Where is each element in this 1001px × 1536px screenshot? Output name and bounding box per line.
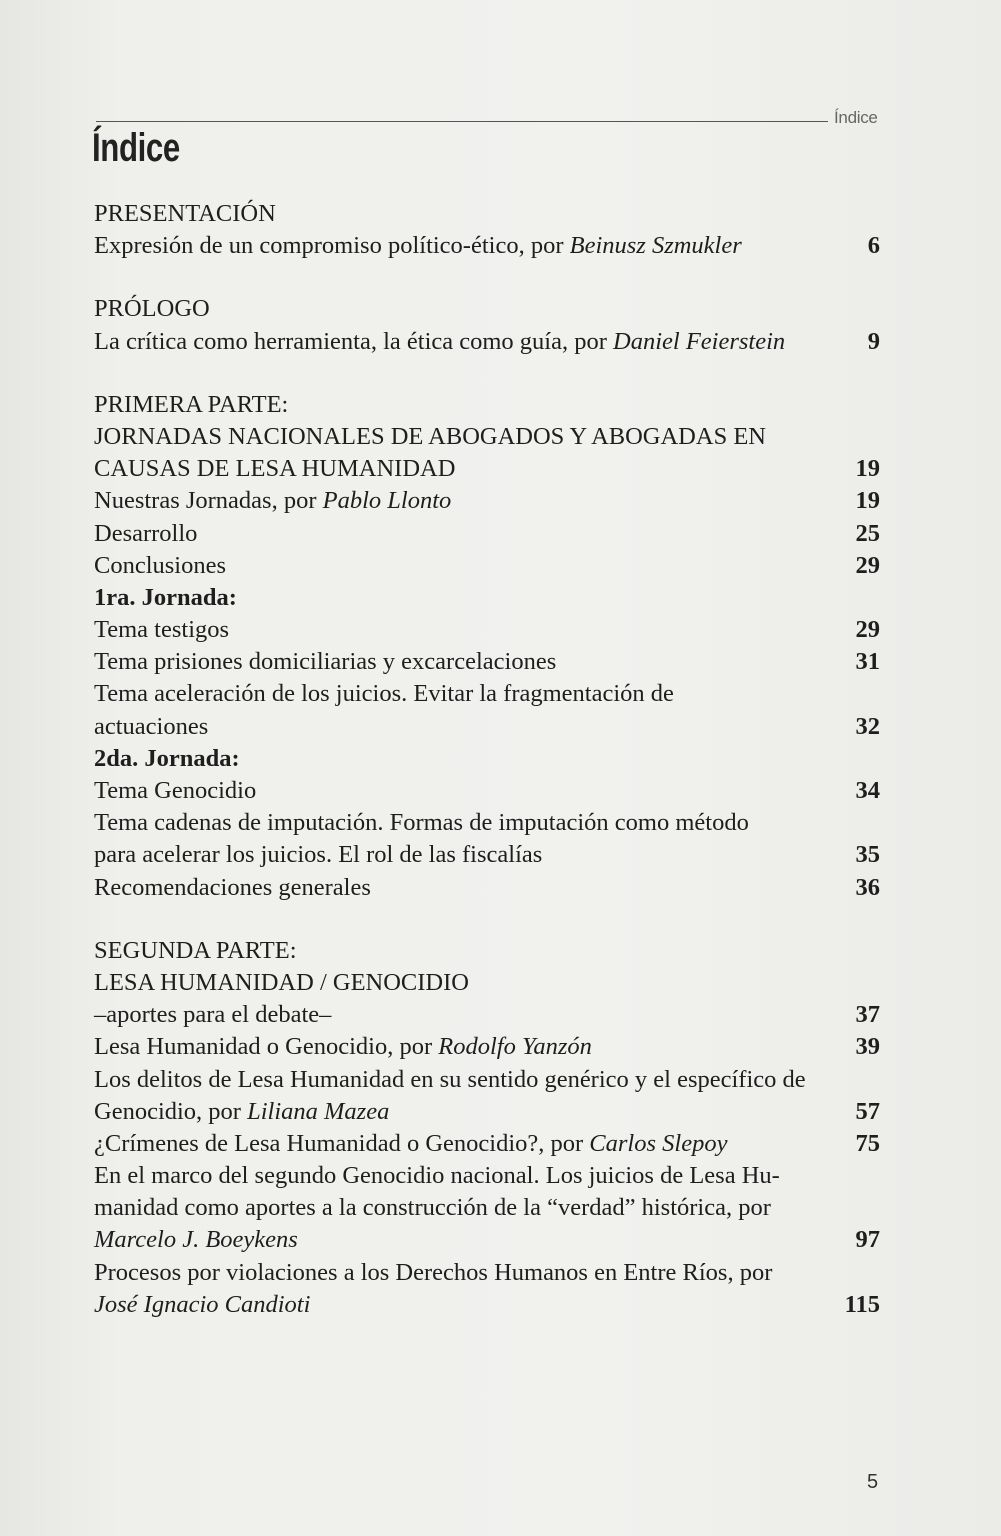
- toc-entry: Los delitos de Lesa Humanidad en su sentido genérico y el específico de: [94, 1065, 806, 1093]
- toc-entry: Tema cadenas de imputación. Formas de imputación como método: [94, 809, 749, 837]
- toc-subheading: 1ra. Jornada:: [94, 583, 237, 611]
- page-title: Índice: [92, 126, 180, 170]
- toc-entry: José Ignacio Candioti 115: [94, 1290, 880, 1318]
- toc-entry: actuaciones 32: [94, 712, 880, 740]
- toc-entry: Tema testigos 29: [94, 616, 880, 644]
- toc-part-title: LESA HUMANIDAD / GENOCIDIO: [94, 968, 469, 996]
- toc-entry: La crítica como herramienta, la ética como guía, por Daniel Feierstein 9: [94, 327, 880, 355]
- running-header: Índice: [834, 108, 878, 127]
- toc-entry: Procesos por violaciones a los Derechos Humanos en Entre Ríos, por: [94, 1258, 773, 1286]
- toc-entry: Lesa Humanidad o Genocidio, por Rodolfo Yanzón 39: [94, 1033, 880, 1061]
- toc-entry: Nuestras Jornadas, por Pablo Llonto 19: [94, 487, 880, 515]
- toc-entry: Tema prisiones domiciliarias y excarcelaciones 31: [94, 648, 880, 676]
- toc-entry: Marcelo J. Boeykens 97: [94, 1226, 880, 1254]
- toc-entry: manidad como aportes a la construcción de la “verdad” histórica, por: [94, 1194, 771, 1222]
- toc-part-title: CAUSAS DE LESA HUMANIDAD 19: [94, 455, 880, 483]
- toc-part-heading: SEGUNDA PARTE:: [94, 936, 297, 964]
- header-rule: [96, 121, 828, 122]
- toc-entry: Expresión de un compromiso político-ético, por Beinusz Szmukler 6: [94, 232, 880, 260]
- toc-subheading: 2da. Jornada:: [94, 744, 240, 772]
- toc-entry: Recomendaciones generales 36: [94, 873, 880, 901]
- toc-entry: ¿Crímenes de Lesa Humanidad o Genocidio?, por Carlos Slepoy 75: [94, 1129, 880, 1157]
- toc-entry: Desarrollo 25: [94, 519, 880, 547]
- toc-part-heading: PRIMERA PARTE:: [94, 390, 289, 418]
- toc-entry: Genocidio, por Liliana Mazea 57: [94, 1097, 880, 1125]
- toc-entry: Conclusiones 29: [94, 551, 880, 579]
- table-of-contents: [94, 198, 880, 1321]
- toc-entry: En el marco del segundo Genocidio nacional. Los juicios de Lesa Hu-: [94, 1162, 780, 1190]
- toc-entry: para acelerar los juicios. El rol de las fiscalías 35: [94, 841, 880, 869]
- toc-entry: –aportes para el debate– 37: [94, 1001, 880, 1029]
- toc-section-heading: PRÓLOGO: [94, 295, 210, 323]
- toc-part-title: JORNADAS NACIONALES DE ABOGADOS Y ABOGADAS EN: [94, 422, 766, 450]
- toc-entry: Tema aceleración de los juicios. Evitar la fragmentación de: [94, 680, 674, 708]
- toc-entry: Tema Genocidio 34: [94, 777, 880, 804]
- page-number: 5: [867, 1471, 879, 1493]
- toc-section-heading: PRESENTACIÓN: [94, 200, 276, 227]
